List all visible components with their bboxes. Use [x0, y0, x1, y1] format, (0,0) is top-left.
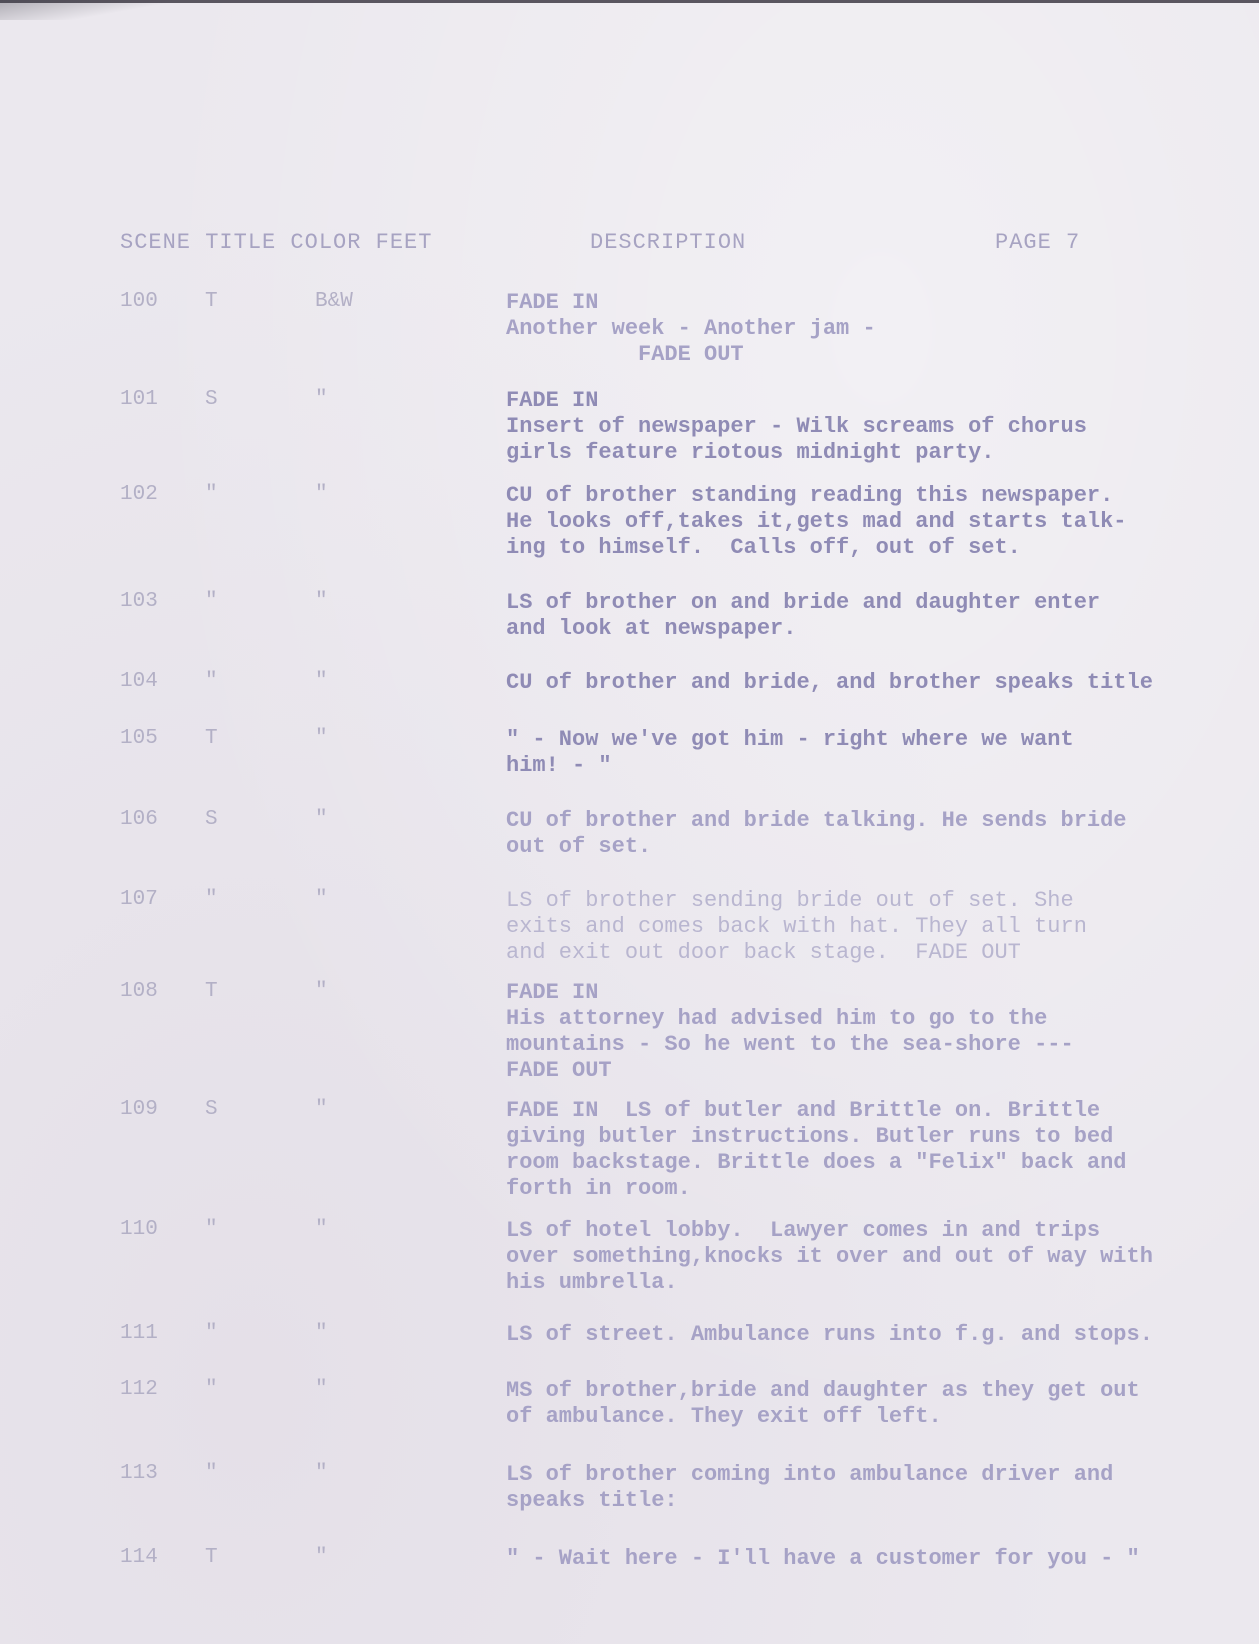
title-flag: T	[205, 1546, 218, 1569]
header-columns: SCENE TITLE COLOR FEET	[120, 230, 433, 255]
color-value: "	[315, 1218, 328, 1241]
scene-number: 105	[120, 727, 158, 750]
color-value: "	[315, 727, 328, 750]
scene-description: LS of brother coming into ambulance driver and speaks title:	[506, 1462, 1114, 1513]
scene-description: FADE IN Insert of newspaper - Wilk screams of chorus girls feature riotous midnight party.	[506, 388, 1087, 465]
title-flag: S	[205, 1098, 218, 1121]
title-flag: "	[205, 888, 218, 911]
scene-description: MS of brother,bride and daughter as they get out of ambulance. They exit off left.	[506, 1378, 1140, 1429]
title-flag: "	[205, 1322, 218, 1345]
scene-number: 113	[120, 1462, 158, 1485]
title-flag: "	[205, 1218, 218, 1241]
scene-description: CU of brother and bride talking. He sends bride out of set.	[506, 808, 1127, 859]
column-header	[0, 230, 1259, 270]
color-value: "	[315, 888, 328, 911]
scene-number: 107	[120, 888, 158, 911]
scene-number: 101	[120, 388, 158, 411]
color-value: "	[315, 1462, 328, 1485]
color-value: "	[315, 590, 328, 613]
scene-description: FADE IN LS of butler and Brittle on. Brittle giving butler instructions. Butler runs to bed room backstage. Brittle does a "Felix" back and forth in room.	[506, 1098, 1127, 1201]
color-value: "	[315, 980, 328, 1003]
scene-number: 103	[120, 590, 158, 613]
scene-number: 108	[120, 980, 158, 1003]
scene-description: " - Wait here - I'll have a customer for you - "	[506, 1546, 1140, 1571]
scene-number: 106	[120, 808, 158, 831]
scene-number: 112	[120, 1378, 158, 1401]
color-value: "	[315, 808, 328, 831]
title-flag: S	[205, 388, 218, 411]
scene-description: CU of brother and bride, and brother speaks title	[506, 670, 1153, 695]
title-flag: "	[205, 670, 218, 693]
scene-description: " - Now we've got him - right where we want him! - "	[506, 727, 1074, 778]
title-flag: "	[205, 483, 218, 506]
title-flag: T	[205, 290, 218, 313]
scene-description: LS of brother sending bride out of set. She exits and comes back with hat. They all turn and exit out door back stage. FADE OUT	[506, 888, 1087, 965]
scene-number: 100	[120, 290, 158, 313]
scene-number: 109	[120, 1098, 158, 1121]
header-description: DESCRIPTION	[590, 230, 747, 255]
title-flag: "	[205, 1462, 218, 1485]
title-flag: "	[205, 1378, 218, 1401]
title-flag: "	[205, 590, 218, 613]
scene-number: 104	[120, 670, 158, 693]
scene-description: LS of brother on and bride and daughter enter and look at newspaper.	[506, 590, 1101, 641]
title-flag: T	[205, 727, 218, 750]
scene-description: CU of brother standing reading this newspaper. He looks off,takes it,gets mad and starts talk- ing to himself. Calls off, out of set.	[506, 483, 1127, 560]
scene-number: 102	[120, 483, 158, 506]
color-value: "	[315, 483, 328, 506]
scene-number: 114	[120, 1546, 158, 1569]
color-value: "	[315, 1322, 328, 1345]
scene-description: LS of hotel lobby. Lawyer comes in and trips over something,knocks it over and out of way with his umbrella.	[506, 1218, 1153, 1295]
scene-description: FADE IN Another week - Another jam - FADE OUT	[506, 290, 876, 367]
scene-number: 110	[120, 1218, 158, 1241]
color-value: "	[315, 670, 328, 693]
color-value: "	[315, 1546, 328, 1569]
color-value: "	[315, 1378, 328, 1401]
title-flag: S	[205, 808, 218, 831]
page-number: PAGE 7	[995, 230, 1081, 255]
scene-description: FADE IN His attorney had advised him to go to the mountains - So he went to the sea-shore --- FADE OUT	[506, 980, 1074, 1083]
scene-number: 111	[120, 1322, 158, 1345]
color-value: "	[315, 388, 328, 411]
scene-description: LS of street. Ambulance runs into f.g. and stops.	[506, 1322, 1153, 1347]
corner-shadow	[0, 0, 200, 20]
title-flag: T	[205, 980, 218, 1003]
color-value: "	[315, 1098, 328, 1121]
color-value: B&W	[315, 290, 353, 313]
